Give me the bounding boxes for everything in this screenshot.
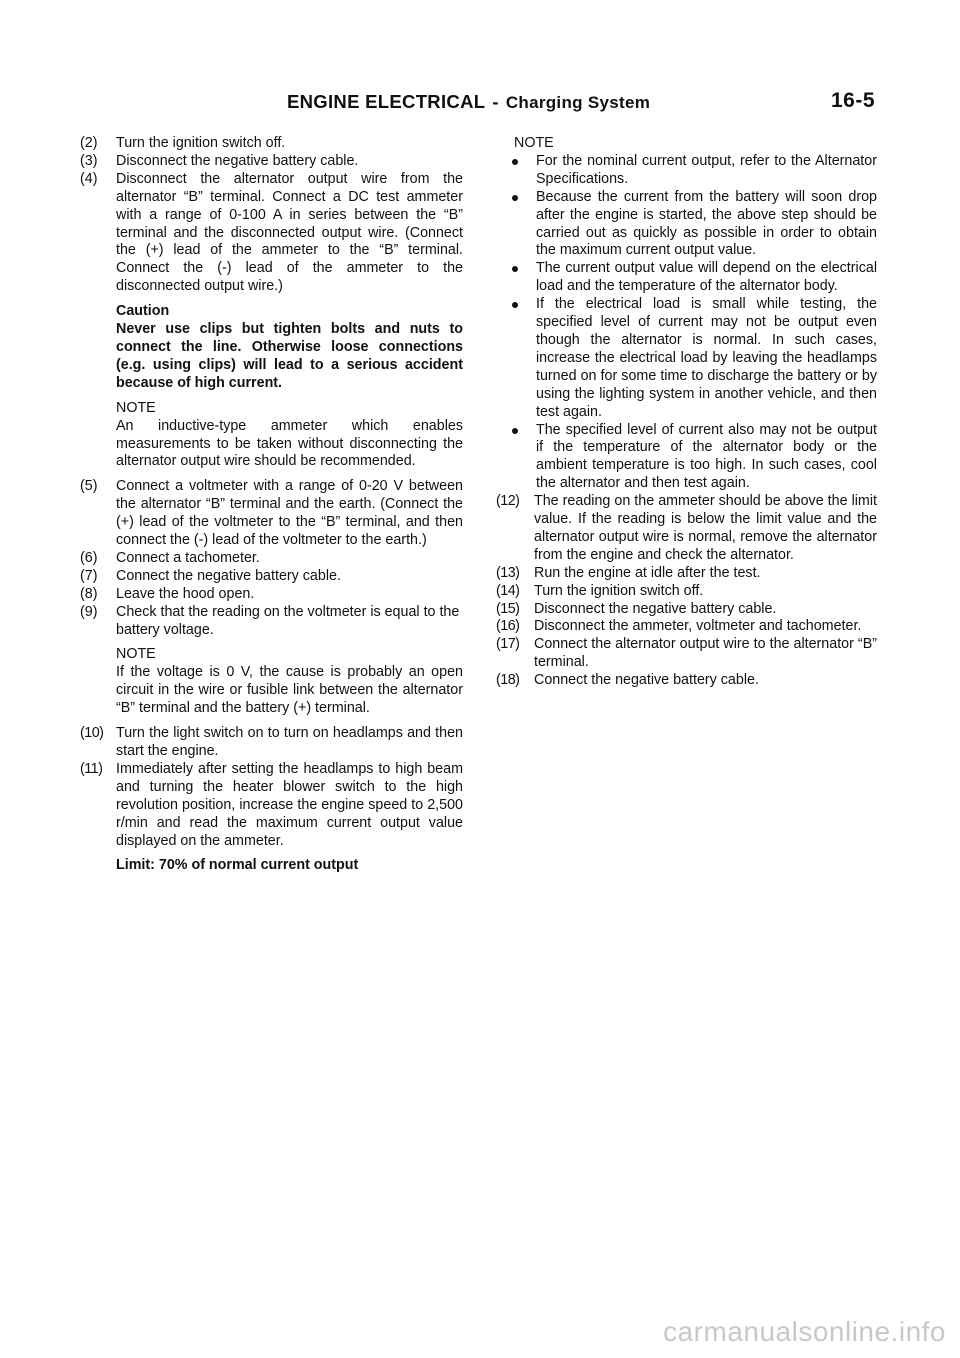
bullet-icon xyxy=(512,159,518,165)
note-bullet xyxy=(512,296,877,421)
step-text: Turn the ignition switch off. xyxy=(116,135,286,151)
step-number: (6) xyxy=(80,549,98,566)
step-13 xyxy=(496,565,877,583)
step-number: (2) xyxy=(80,135,98,151)
step-text: The reading on the ammeter should be above the limit value. If the reading is below the limit value and the alternator output wire is normal, remove the alternator from the engine and check the alternator. xyxy=(534,493,877,563)
step-2 xyxy=(80,135,463,153)
note-bullet xyxy=(512,153,877,189)
step-text: Turn the light switch on to turn on headlamps and then start the engine. xyxy=(116,725,463,759)
note-title: NOTE xyxy=(116,399,156,416)
note-text: If the voltage is 0 V, the cause is probably an open circuit in the wire or fusible link between the alternator “B” terminal and the battery (+) terminal. xyxy=(116,664,463,717)
note-title: NOTE xyxy=(116,646,156,663)
step-number: (15) xyxy=(496,600,520,617)
step-number: (13) xyxy=(496,564,520,581)
step-text: Check that the reading on the voltmeter is equal to the battery voltage. xyxy=(116,603,460,638)
step-10 xyxy=(80,725,463,761)
step-text: Immediately after setting the headlamps to high beam and turning the heater blower switch to the high revolution position, increase the engine speed to 2,500 r/min and read the maximum current output value displayed on the ammeter. xyxy=(116,760,463,849)
bullet-text: If the electrical load is small while testing, the specified level of current may not be output even though the alternator is normal. In such cases, increase the electrical load by leaving the headlamps turned on for some time to discharge the battery or by using the lighting system in another vehicle, and then test again. xyxy=(536,296,877,420)
note-block-1 xyxy=(80,400,463,472)
step-text: Disconnect the negative battery cable. xyxy=(116,152,359,169)
step-text: Leave the hood open. xyxy=(116,585,255,602)
caution-text: Never use clips but tighten bolts and nuts to connect the line. Otherwise loose connections (e.g. using clips) will lead to a serious accident because of high current. xyxy=(116,321,463,391)
note-title: NOTE xyxy=(514,135,554,151)
step-text: Disconnect the alternator output wire from the alternator “B” terminal. Connect a DC test ammeter with a range of 0-100 A in series between the “B” terminal and the disconnected output wire. (Connect the (+) lead of the ammeter to the “B” terminal. Connect the (-) lead of the ammeter to the disconnected output wire.) xyxy=(116,170,463,295)
step-number: (8) xyxy=(80,585,98,602)
step-16 xyxy=(496,618,877,636)
step-number: (5) xyxy=(80,478,98,495)
step-number: (12) xyxy=(496,493,520,510)
bullet-text: For the nominal current output, refer to the Alternator Specifications. xyxy=(536,152,877,187)
step-text: Connect the negative battery cable. xyxy=(116,567,341,584)
bullet-icon xyxy=(512,195,518,201)
step-9 xyxy=(80,604,463,640)
step-18 xyxy=(496,672,877,690)
step-6 xyxy=(80,550,463,568)
step-15 xyxy=(496,601,877,619)
header-separator: - xyxy=(492,91,499,112)
note-bullet xyxy=(512,260,877,296)
step-number: (7) xyxy=(80,567,98,584)
step-12 xyxy=(496,493,877,565)
step-number: (11) xyxy=(80,760,103,777)
step-number: (14) xyxy=(496,582,520,599)
bullet-text: Because the current from the battery will soon drop after the engine is started, the above step should be carried out as quickly as possible in order to obtain the maximum current output value. xyxy=(536,188,877,259)
step-14 xyxy=(496,583,877,601)
caution-block xyxy=(80,303,463,393)
bullet-text: The specified level of current also may not be output if the temperature of the alternator body or the ambient temperature is too high. In such cases, cool the alternator and then test again. xyxy=(536,421,877,492)
step-8 xyxy=(80,586,463,604)
step-3 xyxy=(80,153,463,171)
page-header xyxy=(287,91,650,113)
step-17 xyxy=(496,636,877,672)
page-number: 16-5 xyxy=(830,89,875,112)
limit-value: Limit: 70% of normal current output xyxy=(116,857,359,874)
step-text: Disconnect the negative battery cable. xyxy=(534,600,777,617)
step-number: (3) xyxy=(80,152,98,169)
step-number: (16) xyxy=(496,618,520,635)
step-4 xyxy=(80,171,463,296)
note-bullet xyxy=(512,189,877,261)
step-number: (4) xyxy=(80,170,98,187)
step-text: Connect the alternator output wire to the alternator “B” terminal. xyxy=(534,636,877,671)
watermark: carmanualsonline.info xyxy=(663,1316,946,1347)
step-number: (17) xyxy=(496,636,520,653)
header-title-sub: Charging System xyxy=(505,93,651,112)
step-number: (18) xyxy=(496,672,520,689)
step-text: Turn the ignition switch off. xyxy=(534,582,704,599)
step-11 xyxy=(80,761,463,851)
step-number: (10) xyxy=(80,725,104,742)
step-5 xyxy=(80,478,463,550)
left-column xyxy=(80,135,463,875)
bullet-icon xyxy=(512,428,518,434)
bullet-text: The current output value will depend on the electrical load and the temperature of the alternator body. xyxy=(536,260,877,295)
bullet-icon xyxy=(512,302,518,308)
step-text: Connect a voltmeter with a range of 0-20 V between the alternator “B” terminal and the earth. (Connect the (+) lead of the voltmeter to the “B” terminal, and then connect the (-) lead of the voltmeter to the earth.) xyxy=(116,478,463,549)
note-text: An inductive-type ammeter which enables measurements to be taken without disconnecting the alternator output wire should be recommended. xyxy=(116,417,463,470)
step-7 xyxy=(80,568,463,586)
bullet-icon xyxy=(512,266,518,272)
header-title-main: ENGINE ELECTRICAL xyxy=(287,91,486,112)
step-text: Disconnect the ammeter, voltmeter and tachometer. xyxy=(534,618,862,635)
right-column xyxy=(496,135,877,690)
step-text: Run the engine at idle after the test. xyxy=(534,564,761,581)
step-text: Connect a tachometer. xyxy=(116,549,260,566)
note-block-2 xyxy=(80,646,463,718)
step-number: (9) xyxy=(80,603,98,620)
note-bullet xyxy=(512,422,877,494)
step-text: Connect the negative battery cable. xyxy=(534,672,759,689)
caution-title: Caution xyxy=(116,303,170,320)
